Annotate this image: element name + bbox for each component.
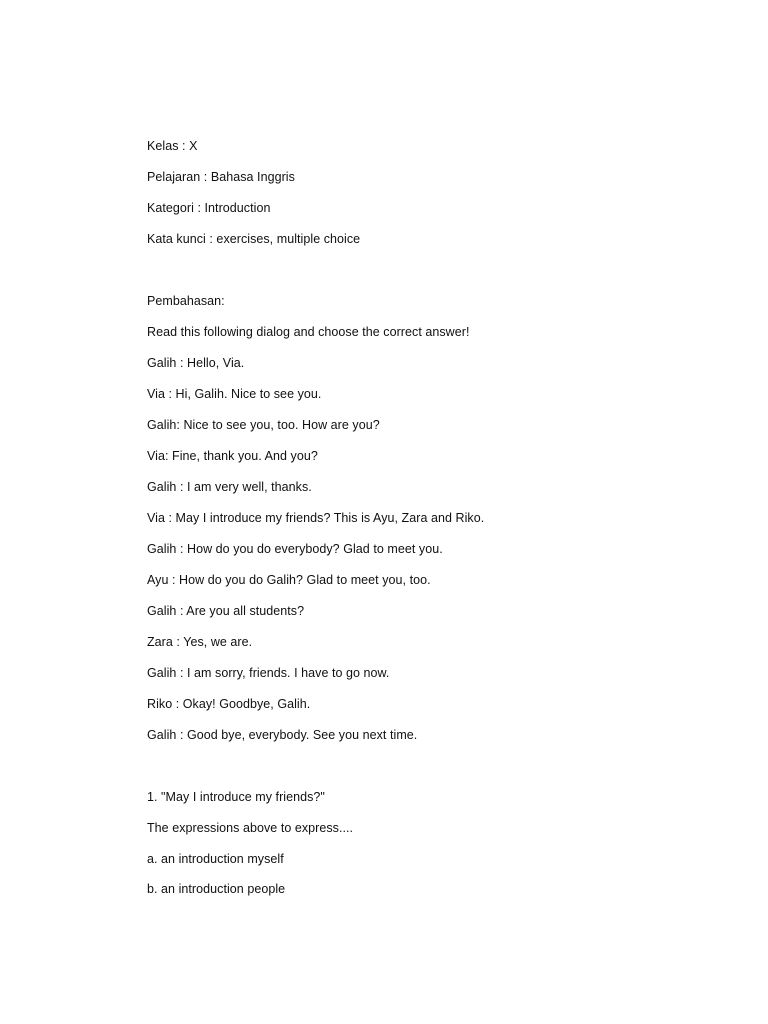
dialog-line: Galih : Good bye, everybody. See you next time. — [147, 728, 418, 742]
answer-option-b: b. an introduction people — [147, 882, 286, 896]
dialog-line: Zara : Yes, we are. — [147, 635, 253, 649]
dialog-line: Galih : Hello, Via. — [147, 356, 245, 370]
dialog-line: Ayu : How do you do Galih? Glad to meet you, too. — [147, 573, 431, 587]
dialog-line: Via : May I introduce my friends? This is Ayu, Zara and Riko. — [147, 511, 485, 525]
dialog-line: Riko : Okay! Goodbye, Galih. — [147, 697, 311, 711]
pelajaran-line: Pelajaran : Bahasa Inggris — [147, 170, 295, 184]
dialog-line: Galih: Nice to see you, too. How are you? — [147, 418, 380, 432]
answer-option-a: a. an introduction myself — [147, 852, 284, 866]
pembahasan-heading: Pembahasan: — [147, 294, 225, 308]
kata-kunci-line: Kata kunci : exercises, multiple choice — [147, 232, 361, 246]
instruction-line: Read this following dialog and choose the correct answer! — [147, 325, 470, 339]
dialog-line: Galih : I am sorry, friends. I have to go now. — [147, 666, 390, 680]
question-prompt: 1. "May I introduce my friends?" — [147, 790, 325, 804]
dialog-line: Galih : I am very well, thanks. — [147, 480, 312, 494]
question-stem: The expressions above to express.... — [147, 821, 354, 835]
dialog-line: Galih : Are you all students? — [147, 604, 305, 618]
kategori-line: Kategori : Introduction — [147, 201, 271, 215]
dialog-line: Galih : How do you do everybody? Glad to meet you. — [147, 542, 443, 556]
kelas-line: Kelas : X — [147, 139, 198, 153]
dialog-line: Via: Fine, thank you. And you? — [147, 449, 318, 463]
dialog-line: Via : Hi, Galih. Nice to see you. — [147, 387, 322, 401]
